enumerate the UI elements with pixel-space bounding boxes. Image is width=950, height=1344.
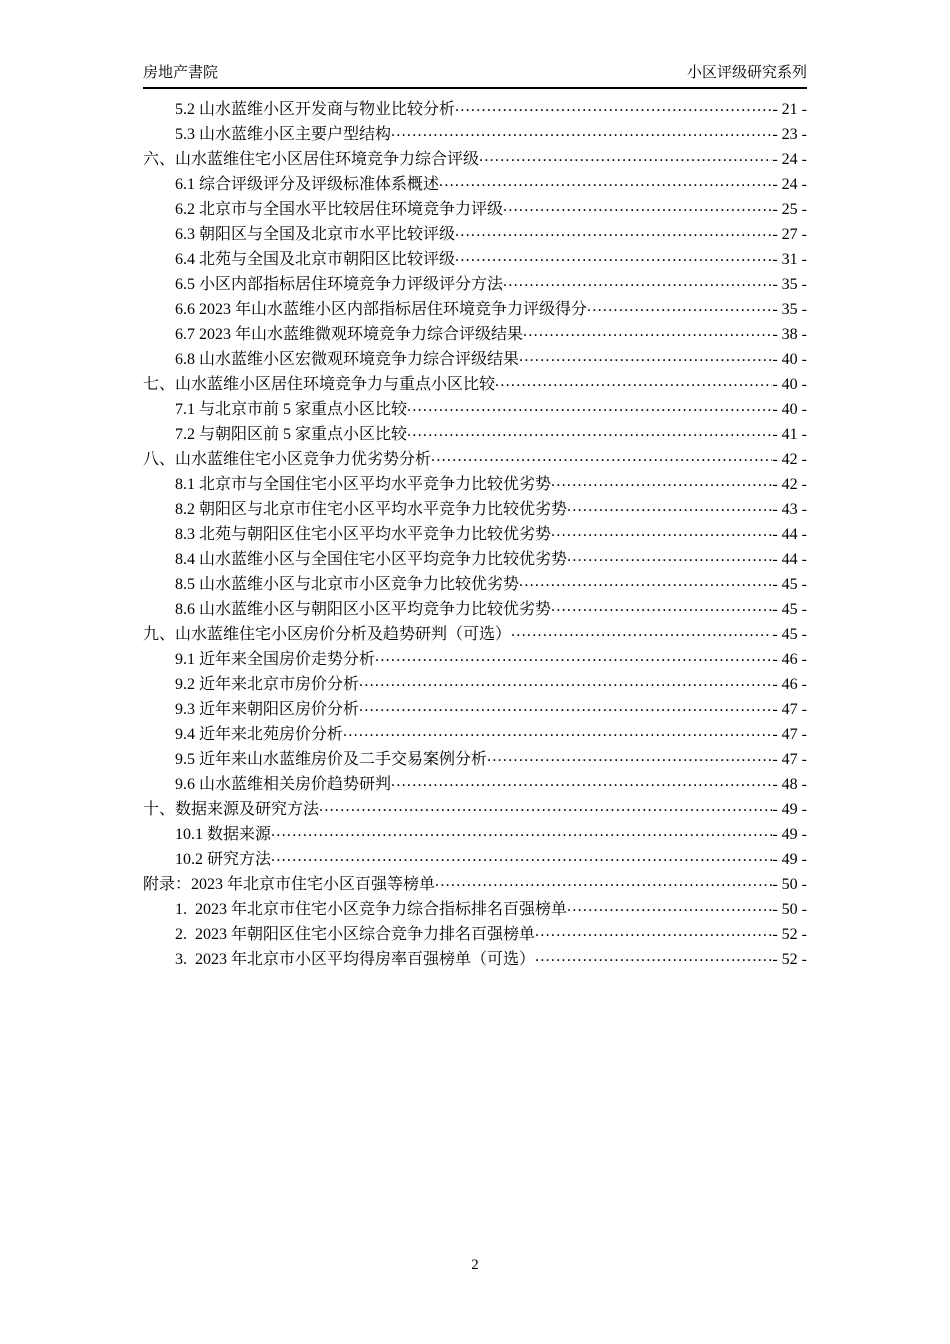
toc-entry[interactable] [143, 922, 807, 947]
toc-entry[interactable] [143, 272, 807, 297]
toc-entry[interactable] [143, 672, 807, 697]
toc-entry-page: - 52 - [772, 926, 807, 943]
toc-entry[interactable] [143, 697, 807, 722]
toc-dot-leader [343, 722, 772, 747]
toc-entry-page: - 43 - [772, 501, 807, 518]
toc-dot-leader [523, 322, 772, 347]
toc-entry-label: 5.3 山水蓝维小区主要户型结构 [175, 126, 392, 143]
toc-dot-leader [319, 797, 772, 822]
toc-dot-leader [391, 772, 772, 797]
toc-dot-leader [567, 897, 772, 922]
toc-entry[interactable] [143, 222, 807, 247]
toc-entry[interactable] [143, 522, 807, 547]
toc-entry[interactable] [143, 197, 807, 222]
toc-entry-label: 6.6 2023 年山水蓝维小区内部指标居住环境竞争力评级得分 [175, 301, 588, 318]
toc-entry-label: 9.1 近年来全国房价走势分析 [175, 651, 376, 668]
toc-entry-label: 8.4 山水蓝维小区与全国住宅小区平均竞争力比较优劣势 [175, 551, 568, 568]
toc-dot-leader [455, 97, 772, 122]
toc-entry-page: - 45 - [772, 601, 807, 618]
toc-dot-leader [479, 147, 772, 172]
toc-entry-label: 9.6 山水蓝维相关房价趋势研判 [175, 776, 392, 793]
toc-entry[interactable] [143, 147, 807, 172]
toc-entry-label: 8.5 山水蓝维小区与北京市小区竞争力比较优劣势 [175, 576, 520, 593]
toc-dot-leader [551, 472, 772, 497]
page-footer [0, 1253, 950, 1277]
page-number: 2 [471, 1257, 479, 1273]
toc-dot-leader [271, 822, 772, 847]
toc-entry-page: - 40 - [772, 351, 807, 368]
toc-entry-label: 9.2 近年来北京市房价分析 [175, 676, 360, 693]
toc-entry-page: - 42 - [772, 476, 807, 493]
toc-entry[interactable] [143, 172, 807, 197]
toc-entry-label: 7.1 与北京市前 5 家重点小区比较 [175, 401, 408, 418]
header-left-title: 房地产書院 [143, 65, 219, 81]
toc-entry[interactable] [143, 472, 807, 497]
toc-entry-label: 6.1 综合评级评分及评级标准体系概述 [175, 176, 440, 193]
toc-entry-label: 9.4 近年来北苑房价分析 [175, 726, 344, 743]
toc-dot-leader [495, 372, 772, 397]
toc-entry-label: 10.1 数据来源 [175, 826, 272, 843]
toc-entry-page: - 24 - [772, 176, 807, 193]
toc-entry-label: 八、山水蓝维住宅小区竞争力优劣势分析 [143, 451, 432, 468]
toc-dot-leader [391, 122, 772, 147]
toc-dot-leader [503, 197, 772, 222]
toc-entry[interactable] [143, 772, 807, 797]
toc-entry-page: - 40 - [772, 401, 807, 418]
toc-dot-leader [407, 422, 772, 447]
toc-entry[interactable] [143, 247, 807, 272]
toc-dot-leader [359, 697, 772, 722]
toc-entry[interactable] [143, 497, 807, 522]
toc-entry[interactable] [143, 947, 807, 972]
toc-entry-page: - 47 - [772, 751, 807, 768]
toc-entry[interactable] [143, 347, 807, 372]
toc-entry[interactable] [143, 447, 807, 472]
toc-entry-label: 6.2 北京市与全国水平比较居住环境竞争力评级 [175, 201, 504, 218]
toc-dot-leader [487, 747, 772, 772]
table-of-contents [143, 97, 807, 972]
toc-entry[interactable] [143, 97, 807, 122]
toc-dot-leader [511, 622, 772, 647]
toc-entry-label: 七、山水蓝维小区居住环境竞争力与重点小区比较 [143, 376, 496, 393]
toc-dot-leader [439, 172, 772, 197]
header-right-title: 小区评级研究系列 [686, 65, 807, 81]
toc-entry-label: 1. 2023 年北京市住宅小区竞争力综合指标排名百强榜单 [175, 901, 568, 918]
toc-dot-leader [431, 447, 772, 472]
toc-entry-label: 8.1 北京市与全国住宅小区平均水平竞争力比较优劣势 [175, 476, 552, 493]
toc-entry-page: - 45 - [772, 576, 807, 593]
toc-entry-page: - 49 - [772, 851, 807, 868]
toc-entry-page: - 42 - [772, 451, 807, 468]
toc-entry-page: - 46 - [772, 651, 807, 668]
toc-dot-leader [551, 597, 772, 622]
toc-entry[interactable] [143, 797, 807, 822]
toc-entry-label: 5.2 山水蓝维小区开发商与物业比较分析 [175, 101, 456, 118]
toc-dot-leader [519, 347, 772, 372]
toc-entry-page: - 46 - [772, 676, 807, 693]
toc-entry-page: - 35 - [772, 276, 807, 293]
toc-dot-leader [375, 647, 772, 672]
toc-entry[interactable] [143, 397, 807, 422]
toc-dot-leader [587, 297, 772, 322]
toc-entry[interactable] [143, 572, 807, 597]
toc-entry-label: 6.7 2023 年山水蓝维微观环境竞争力综合评级结果 [175, 326, 524, 343]
toc-entry-page: - 44 - [772, 526, 807, 543]
toc-entry-label: 10.2 研究方法 [175, 851, 272, 868]
toc-dot-leader [455, 222, 772, 247]
toc-dot-leader [359, 672, 772, 697]
toc-entry[interactable] [143, 547, 807, 572]
toc-entry[interactable] [143, 322, 807, 347]
toc-entry-label: 8.3 北苑与朝阳区住宅小区平均水平竞争力比较优劣势 [175, 526, 552, 543]
toc-entry-label: 3. 2023 年北京市小区平均得房率百强榜单（可选） [175, 951, 536, 968]
toc-entry-page: - 49 - [772, 826, 807, 843]
toc-dot-leader [503, 272, 772, 297]
toc-entry-page: - 40 - [772, 376, 807, 393]
toc-entry-label: 6.8 山水蓝维小区宏微观环境竞争力综合评级结果 [175, 351, 520, 368]
toc-dot-leader [455, 247, 772, 272]
toc-entry-page: - 45 - [772, 626, 807, 643]
header-rule [143, 87, 807, 89]
toc-entry[interactable] [143, 622, 807, 647]
toc-entry[interactable] [143, 122, 807, 147]
toc-entry-page: - 21 - [772, 101, 807, 118]
toc-entry[interactable] [143, 747, 807, 772]
toc-entry-page: - 27 - [772, 226, 807, 243]
toc-entry[interactable] [143, 872, 807, 897]
toc-entry-label: 9.3 近年来朝阳区房价分析 [175, 701, 360, 718]
toc-entry-page: - 38 - [772, 326, 807, 343]
toc-entry-page: - 35 - [772, 301, 807, 318]
toc-entry-label: 九、山水蓝维住宅小区房价分析及趋势研判（可选） [143, 626, 512, 643]
toc-entry-page: - 24 - [772, 151, 807, 168]
toc-entry-page: - 52 - [772, 951, 807, 968]
toc-entry-label: 8.6 山水蓝维小区与朝阳区小区平均竞争力比较优劣势 [175, 601, 552, 618]
toc-entry[interactable] [143, 297, 807, 322]
toc-entry-page: - 47 - [772, 701, 807, 718]
toc-dot-leader [519, 572, 772, 597]
toc-entry-label: 6.3 朝阳区与全国及北京市水平比较评级 [175, 226, 456, 243]
toc-entry-page: - 47 - [772, 726, 807, 743]
toc-dot-leader [551, 522, 772, 547]
toc-dot-leader [271, 847, 772, 872]
toc-entry-label: 9.5 近年来山水蓝维房价及二手交易案例分析 [175, 751, 488, 768]
toc-entry-page: - 48 - [772, 776, 807, 793]
toc-entry[interactable] [143, 422, 807, 447]
toc-entry[interactable] [143, 597, 807, 622]
toc-dot-leader [567, 547, 772, 572]
toc-entry-label: 7.2 与朝阳区前 5 家重点小区比较 [175, 426, 408, 443]
toc-entry-label: 8.2 朝阳区与北京市住宅小区平均水平竞争力比较优劣势 [175, 501, 568, 518]
toc-entry[interactable] [143, 847, 807, 872]
toc-entry-label: 2. 2023 年朝阳区住宅小区综合竞争力排名百强榜单 [175, 926, 536, 943]
toc-entry-label: 十、数据来源及研究方法 [143, 801, 320, 818]
toc-dot-leader [535, 922, 772, 947]
toc-entry[interactable] [143, 647, 807, 672]
toc-entry-page: - 25 - [772, 201, 807, 218]
toc-entry-page: - 44 - [772, 551, 807, 568]
toc-entry-page: - 50 - [772, 876, 807, 893]
toc-entry-label: 6.4 北苑与全国及北京市朝阳区比较评级 [175, 251, 456, 268]
toc-entry-page: - 31 - [772, 251, 807, 268]
toc-dot-leader [407, 397, 772, 422]
toc-dot-leader [535, 947, 772, 972]
toc-entry-label: 六、山水蓝维住宅小区居住环境竞争力综合评级 [143, 151, 480, 168]
toc-entry-label: 附录：2023 年北京市住宅小区百强等榜单 [143, 876, 436, 893]
page-header [143, 62, 807, 84]
toc-entry[interactable] [143, 822, 807, 847]
toc-entry[interactable] [143, 372, 807, 397]
toc-entry[interactable] [143, 722, 807, 747]
toc-entry-page: - 49 - [772, 801, 807, 818]
toc-entry-page: - 50 - [772, 901, 807, 918]
toc-entry-page: - 23 - [772, 126, 807, 143]
toc-entry[interactable] [143, 897, 807, 922]
toc-entry-label: 6.5 小区内部指标居住环境竞争力评级评分方法 [175, 276, 504, 293]
toc-dot-leader [567, 497, 772, 522]
toc-entry-page: - 41 - [772, 426, 807, 443]
toc-dot-leader [435, 872, 772, 897]
